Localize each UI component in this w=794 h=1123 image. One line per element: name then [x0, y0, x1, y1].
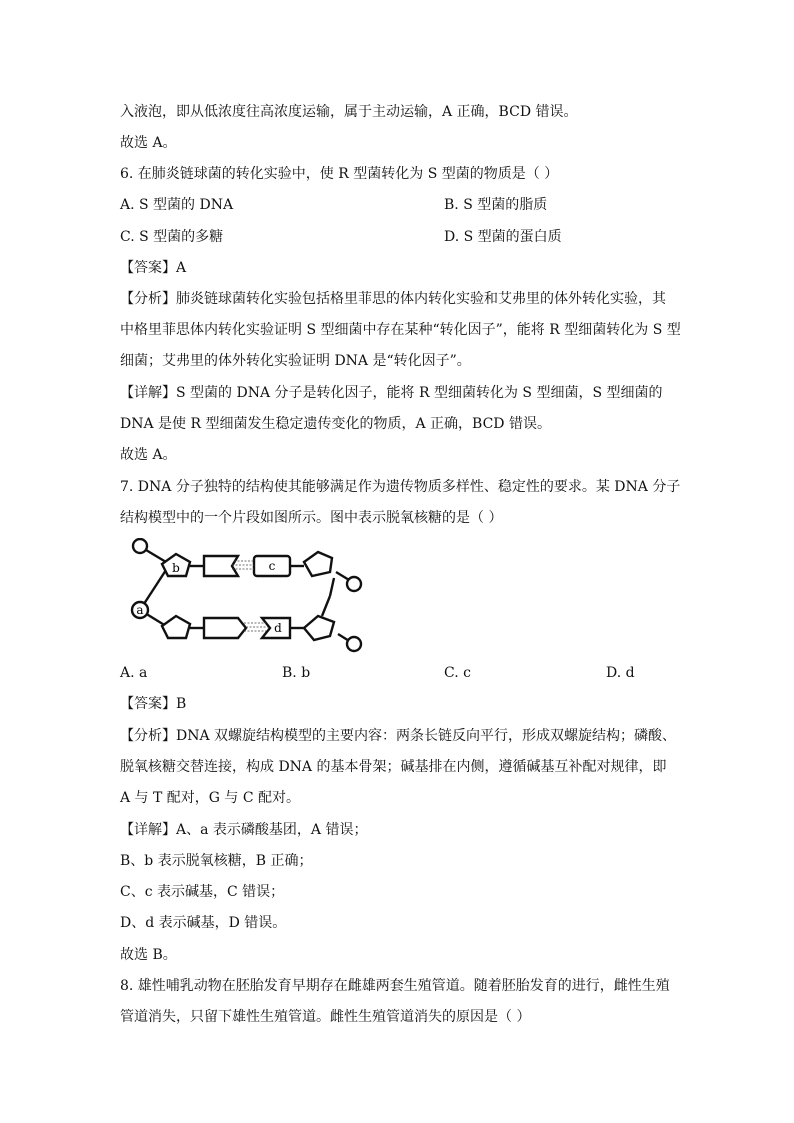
question-7-stem: 结构模型中的一个片段如图所示。图中表示脱氧核糖的是（ ）	[120, 510, 503, 526]
question-7-stem: 7. DNA 分子独特的结构使其能够满足作为遗传物质多样性、稳定性的要求。某 DNA 分子	[120, 479, 681, 495]
phosphate-bond	[146, 550, 166, 562]
backbone-link	[322, 596, 330, 616]
deoxyribose	[162, 616, 190, 638]
deoxyribose	[304, 552, 332, 576]
question-8-stem: 8. 雄性哺乳动物在胚胎发育早期存在雌雄两套生殖管道。随着胚胎发育的进行，雌性生殖	[120, 978, 670, 994]
phosphate-circle	[133, 539, 147, 553]
q6-option-c: C. S 型菌的多糖	[120, 229, 224, 245]
figure-label-a: a	[136, 603, 144, 617]
question-8-stem: 管道消失，只留下雄性生殖管道。雌性生殖管道消失的原因是（ ）	[120, 1009, 531, 1025]
q7-analysis-line: 脱氧核糖交替连接，构成 DNA 的基本骨架；碱基排在内侧，遵循碱基互补配对规律，即	[120, 759, 667, 775]
figure-label-d: d	[274, 621, 282, 635]
q7-explanation-line: B、b 表示脱氧核糖，B 正确；	[120, 853, 313, 869]
phosphate-circle	[347, 637, 361, 651]
q6-explanation-line: DNA 是使 R 型细菌发生稳定遗传变化的物质，A 正确，BCD 错误。	[120, 416, 551, 432]
q7-option-a: A. a	[120, 665, 148, 681]
q7-analysis-line: A 与 T 配对，G 与 C 配对。	[120, 790, 301, 806]
q7-explanation-line: C、c 表示碱基，C 错误；	[120, 884, 285, 900]
base-shape	[204, 556, 238, 576]
q7-option-c: C. c	[444, 665, 471, 681]
figure-label-b: b	[172, 561, 180, 575]
q7-option-d: D. d	[606, 665, 635, 681]
q6-analysis-line: 【分析】肺炎链球菌转化实验包括格里菲思的体内转化实验和艾弗里的体外转化实验，其	[120, 291, 666, 307]
q7-analysis-line: 【分析】DNA 双螺旋结构模型的主要内容：两条长链反向平行，形成双螺旋结构；磷酸、	[120, 728, 677, 744]
q6-answer: 【答案】A	[120, 260, 187, 276]
q6-analysis-line: 细菌；艾弗里的体外转化实验证明 DNA 是“转化因子”。	[120, 353, 471, 369]
q6-option-d: D. S 型菌的蛋白质	[444, 229, 562, 245]
q6-analysis-line: 中格里菲思体内转化实验证明 S 型细菌中存在某种“转化因子”，能将 R 型细菌转化为 S 型	[120, 322, 681, 338]
q6-explanation-line: 【详解】S 型菌的 DNA 分子是转化因子，能将 R 型细菌转化为 S 型细菌，S 型细菌的	[120, 385, 663, 401]
phosphate-circle	[347, 577, 361, 591]
backbone-link	[330, 578, 334, 596]
base-shape	[204, 618, 246, 638]
text-line: 故选 A。	[120, 135, 177, 151]
q7-conclusion: 故选 B。	[120, 947, 177, 963]
figure-label-c: c	[268, 559, 276, 573]
q6-conclusion: 故选 A。	[120, 447, 177, 463]
deoxyribose	[304, 616, 334, 640]
q6-option-a: A. S 型菌的 DNA	[120, 197, 234, 213]
q7-explanation-line: 【详解】A、a 表示磷酸基团，A 错误；	[120, 822, 368, 838]
q7-explanation-line: D、d 表示碱基，D 错误。	[120, 915, 287, 931]
text-line: 入液泡，即从低浓度往高浓度运输，属于主动运输，A 正确，BCD 错误。	[120, 104, 578, 120]
dna-structure-figure	[126, 538, 366, 658]
q6-option-b: B. S 型菌的脂质	[444, 197, 548, 213]
question-6-stem: 6. 在肺炎链球菌的转化实验中，使 R 型菌转化为 S 型菌的物质是（ ）	[120, 166, 559, 182]
q7-answer: 【答案】B	[120, 696, 187, 712]
q7-option-b: B. b	[282, 665, 311, 681]
